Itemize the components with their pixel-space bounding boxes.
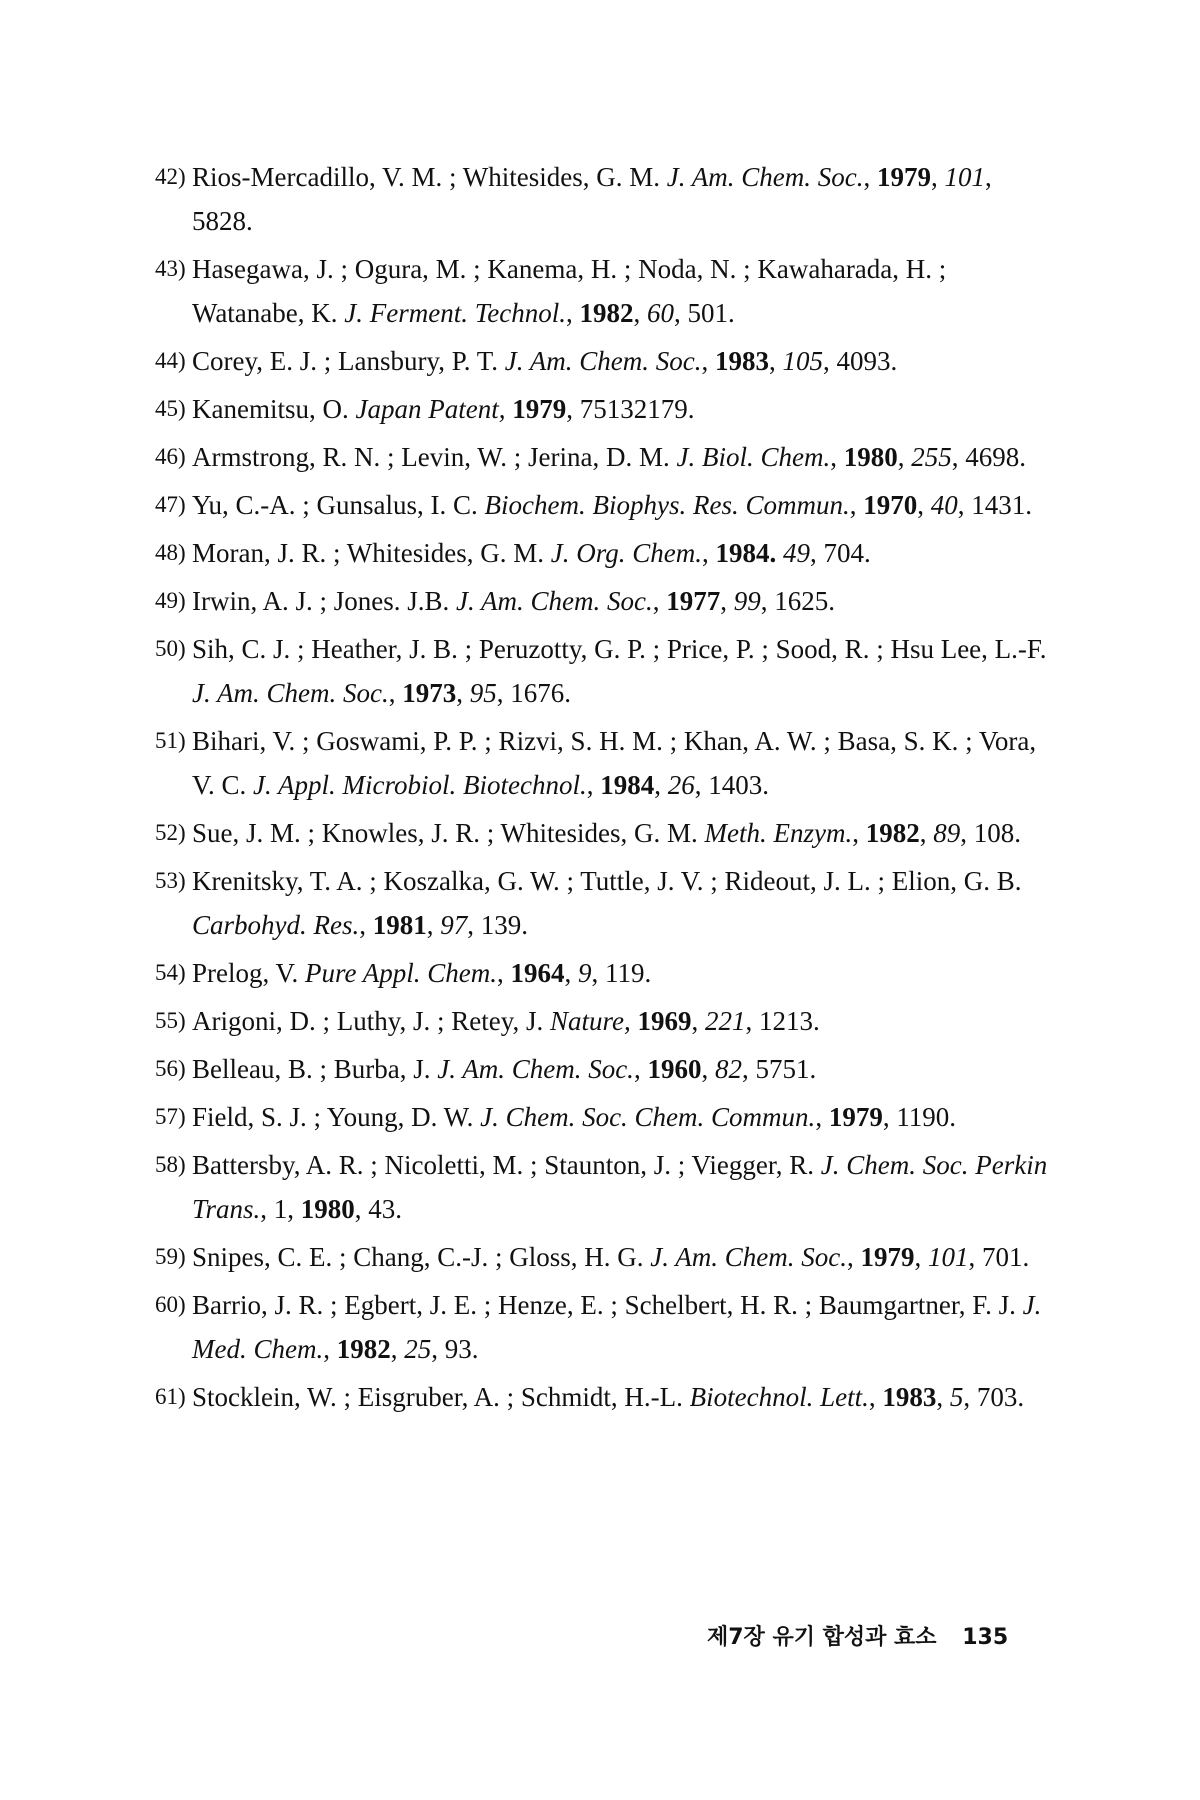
reference-volume: 26	[667, 770, 695, 800]
reference-year: 1984.	[715, 538, 777, 568]
reference-authors: Hasegawa, J. ; Ogura, M. ; Kanema, H. ; Noda, N. ; Kawaharada, H. ; Watanabe, K.	[192, 254, 947, 328]
reference-part: 1	[273, 1194, 288, 1224]
reference-year: 1979	[512, 394, 567, 424]
reference-pages: 1190.	[896, 1102, 957, 1132]
reference-authors: Field, S. J. ; Young, D. W.	[192, 1102, 481, 1132]
reference-number: 60)	[155, 1292, 186, 1317]
reference-pages: 501.	[687, 298, 735, 328]
reference-item: 57) Field, S. J. ; Young, D. W. J. Chem. Soc. Chem. Commun., 1979, 1190.	[155, 1095, 1050, 1139]
reference-volume: 101	[928, 1242, 969, 1272]
reference-year: 1982	[865, 818, 920, 848]
reference-authors: Yu, C.-A. ; Gunsalus, I. C.	[192, 490, 485, 520]
reference-item: 58) Battersby, A. R. ; Nicoletti, M. ; Staunton, J. ; Viegger, R. J. Chem. Soc. Perkin Trans., 1, 1980, 43.	[155, 1143, 1050, 1231]
page-footer	[707, 1620, 1008, 1651]
reference-year: 1960	[647, 1054, 702, 1084]
reference-authors: Belleau, B. ; Burba, J.	[192, 1054, 438, 1084]
reference-volume: 255	[911, 442, 952, 472]
reference-authors: Sue, J. M. ; Knowles, J. R. ; Whitesides, G. M.	[192, 818, 705, 848]
reference-authors: Irwin, A. J. ; Jones. J.B.	[192, 586, 457, 616]
reference-journal: J. Chem. Soc. Chem. Commun.	[480, 1102, 816, 1132]
reference-number: 42)	[155, 164, 186, 189]
reference-item: 53) Krenitsky, T. A. ; Koszalka, G. W. ; Tuttle, J. V. ; Rideout, J. L. ; Elion, G. B. Carbohyd. Res., 1981, 97, 139.	[155, 859, 1050, 947]
reference-item: 50) Sih, C. J. ; Heather, J. B. ; Peruzotty, G. P. ; Price, P. ; Sood, R. ; Hsu Lee, L.-F. J. Am. Chem. Soc., 1973, 95, 1676.	[155, 627, 1050, 715]
reference-authors: Armstrong, R. N. ; Levin, W. ; Jerina, D. M.	[192, 442, 677, 472]
reference-number: 56)	[155, 1056, 186, 1081]
reference-volume: 101	[944, 162, 985, 192]
reference-pages: 1403.	[708, 770, 769, 800]
reference-number: 59)	[155, 1244, 186, 1269]
reference-journal: J. Chem. Soc. Perkin Trans.	[192, 1150, 1048, 1224]
reference-authors: Sih, C. J. ; Heather, J. B. ; Peruzotty, G. P. ; Price, P. ; Sood, R. ; Hsu Lee, L.-F.	[192, 634, 1047, 664]
reference-volume: 60	[646, 298, 674, 328]
reference-year: 1980	[843, 442, 898, 472]
reference-volume: 105	[782, 346, 823, 376]
reference-authors: Prelog, V.	[192, 958, 306, 988]
reference-authors: Snipes, C. E. ; Chang, C.-J. ; Gloss, H. G.	[192, 1242, 651, 1272]
reference-year: 1984	[600, 770, 655, 800]
reference-item: 51) Bihari, V. ; Goswami, P. P. ; Rizvi, S. H. M. ; Khan, A. W. ; Basa, S. K. ; Vora, V. C. J. Appl. Microbiol. Biotechnol., 1984, 26, 1403.	[155, 719, 1050, 807]
reference-item: 60) Barrio, J. R. ; Egbert, J. E. ; Henze, E. ; Schelbert, H. R. ; Baumgartner, F. J. J. Med. Chem., 1982, 25, 93.	[155, 1283, 1050, 1371]
reference-journal: J. Med. Chem.	[192, 1290, 1042, 1364]
reference-year: 1979	[860, 1242, 915, 1272]
reference-journal: Biochem. Biophys. Res. Commun.	[484, 490, 850, 520]
reference-journal: J. Am. Chem. Soc.	[650, 1242, 847, 1272]
reference-volume: 5	[949, 1382, 964, 1412]
reference-year: 1980	[300, 1194, 355, 1224]
reference-list	[155, 155, 1050, 1423]
reference-item: 43) Hasegawa, J. ; Ogura, M. ; Kanema, H. ; Noda, N. ; Kawaharada, H. ; Watanabe, K. J. Ferment. Technol., 1982, 60, 501.	[155, 247, 1050, 335]
reference-pages: 5751.	[755, 1054, 817, 1084]
reference-authors: Corey, E. J. ; Lansbury, P. T.	[192, 346, 505, 376]
reference-year: 1977	[666, 586, 721, 616]
reference-year: 1982	[579, 298, 634, 328]
reference-volume: 25	[404, 1334, 432, 1364]
reference-number: 51)	[155, 728, 186, 753]
reference-pages: 108.	[973, 818, 1021, 848]
reference-volume: 97	[440, 910, 468, 940]
reference-item: 49) Irwin, A. J. ; Jones. J.B. J. Am. Chem. Soc., 1977, 99, 1625.	[155, 579, 1050, 623]
reference-journal: J. Am. Chem. Soc.	[666, 162, 864, 192]
reference-authors: Barrio, J. R. ; Egbert, J. E. ; Henze, E. ; Schelbert, H. R. ; Baumgartner, F. J.	[192, 1290, 1023, 1320]
reference-pages: 4093.	[836, 346, 898, 376]
reference-item: 52) Sue, J. M. ; Knowles, J. R. ; Whitesides, G. M. Meth. Enzym., 1982, 89, 108.	[155, 811, 1050, 855]
reference-pages: 75132179.	[579, 394, 695, 424]
reference-item: 54) Prelog, V. Pure Appl. Chem., 1964, 9, 119.	[155, 951, 1050, 995]
reference-number: 44)	[155, 348, 186, 373]
reference-year: 1979	[876, 162, 931, 192]
reference-pages: 1676.	[510, 678, 571, 708]
reference-authors: Rios-Mercadillo, V. M. ; Whitesides, G. M.	[192, 162, 667, 192]
reference-item: 59) Snipes, C. E. ; Chang, C.-J. ; Gloss, H. G. J. Am. Chem. Soc., 1979, 101, 701.	[155, 1235, 1050, 1279]
reference-year: 1983	[714, 346, 769, 376]
reference-pages: 1213.	[758, 1006, 820, 1036]
reference-number: 49)	[155, 588, 186, 613]
reference-volume: 82	[714, 1054, 742, 1084]
reference-number: 57)	[155, 1104, 186, 1129]
reference-volume: 40	[930, 490, 958, 520]
reference-item: 48) Moran, J. R. ; Whitesides, G. M. J. Org. Chem., 1984. 49, 704.	[155, 531, 1050, 575]
reference-journal: J. Am. Chem. Soc.	[437, 1054, 634, 1084]
reference-item: 55) Arigoni, D. ; Luthy, J. ; Retey, J. Nature, 1969, 221, 1213.	[155, 999, 1050, 1043]
reference-journal: J. Am. Chem. Soc.	[192, 678, 389, 708]
reference-item: 46) Armstrong, R. N. ; Levin, W. ; Jerina, D. M. J. Biol. Chem., 1980, 255, 4698.	[155, 435, 1050, 479]
reference-number: 43)	[155, 256, 186, 281]
reference-volume: 221	[704, 1006, 746, 1036]
reference-number: 45)	[155, 396, 186, 421]
reference-year: 1973	[402, 678, 457, 708]
reference-authors: Krenitsky, T. A. ; Koszalka, G. W. ; Tuttle, J. V. ; Rideout, J. L. ; Elion, G. B.	[192, 866, 1022, 896]
reference-authors: Kanemitsu, O.	[192, 394, 356, 424]
reference-authors: Arigoni, D. ; Luthy, J. ; Retey, J.	[192, 1006, 550, 1036]
reference-number: 61)	[155, 1384, 186, 1409]
chapter-title: 제7장 유기 합성과 효소	[707, 1625, 937, 1650]
reference-journal: J. Ferment. Technol.	[344, 298, 566, 328]
page-number: 135	[962, 1625, 1009, 1650]
reference-number: 46)	[155, 444, 186, 469]
reference-year: 1970	[863, 490, 918, 520]
reference-item: 61) Stocklein, W. ; Eisgruber, A. ; Schmidt, H.-L. Biotechnol. Lett., 1983, 5, 703.	[155, 1375, 1050, 1419]
reference-year: 1983	[882, 1382, 937, 1412]
reference-number: 58)	[155, 1152, 186, 1177]
reference-year: 1964	[510, 958, 565, 988]
reference-authors: Moran, J. R. ; Whitesides, G. M.	[192, 538, 551, 568]
reference-item: 56) Belleau, B. ; Burba, J. J. Am. Chem. Soc., 1960, 82, 5751.	[155, 1047, 1050, 1091]
reference-year: 1979	[828, 1102, 883, 1132]
reference-item: 45) Kanemitsu, O. Japan Patent, 1979, 75132179.	[155, 387, 1050, 431]
reference-number: 48)	[155, 540, 186, 565]
reference-volume: 89	[933, 818, 961, 848]
reference-year: 1981	[372, 910, 427, 940]
reference-number: 52)	[155, 820, 186, 845]
reference-journal: Japan Patent,	[355, 394, 506, 424]
reference-authors: Battersby, A. R. ; Nicoletti, M. ; Staunton, J. ; Viegger, R.	[192, 1150, 821, 1180]
reference-item: 42) Rios-Mercadillo, V. M. ; Whitesides, G. M. J. Am. Chem. Soc., 1979, 101, 5828.	[155, 155, 1050, 243]
reference-pages: 139.	[480, 910, 528, 940]
reference-pages: 4698.	[965, 442, 1026, 472]
reference-year: 1982	[336, 1334, 391, 1364]
reference-pages: 1625.	[774, 586, 835, 616]
reference-journal: Biotechnol. Lett.	[689, 1382, 869, 1412]
reference-year: 1969	[637, 1006, 692, 1036]
reference-pages: 43.	[368, 1194, 403, 1224]
reference-pages: 119.	[605, 958, 652, 988]
reference-journal: Meth. Enzym.	[704, 818, 853, 848]
reference-volume: 49	[782, 538, 810, 568]
reference-journal: J. Org. Chem.	[550, 538, 702, 568]
reference-number: 50)	[155, 636, 186, 661]
reference-pages: 5828.	[192, 206, 253, 236]
reference-journal: J. Am. Chem. Soc.	[456, 586, 653, 616]
reference-journal: Nature,	[549, 1006, 631, 1036]
reference-authors: Bihari, V. ; Goswami, P. P. ; Rizvi, S. H. M. ; Khan, A. W. ; Basa, S. K. ; Vora, V. C.	[192, 726, 1037, 800]
reference-item: 44) Corey, E. J. ; Lansbury, P. T. J. Am. Chem. Soc., 1983, 105, 4093.	[155, 339, 1050, 383]
reference-pages: 701.	[982, 1242, 1030, 1272]
reference-journal: J. Am. Chem. Soc.	[504, 346, 702, 376]
reference-item: 47) Yu, C.-A. ; Gunsalus, I. C. Biochem. Biophys. Res. Commun., 1970, 40, 1431.	[155, 483, 1050, 527]
reference-pages: 1431.	[971, 490, 1032, 520]
reference-pages: 704.	[823, 538, 871, 568]
reference-journal: Pure Appl. Chem.	[305, 958, 498, 988]
reference-journal: Carbohyd. Res.	[192, 910, 360, 940]
reference-volume: 99	[733, 586, 761, 616]
reference-number: 55)	[155, 1008, 186, 1033]
reference-journal: J. Biol. Chem.	[676, 442, 831, 472]
reference-volume: 95	[469, 678, 497, 708]
reference-journal: J. Appl. Microbiol. Biotechnol.	[253, 770, 587, 800]
reference-volume: 9	[578, 958, 592, 988]
reference-authors: Stocklein, W. ; Eisgruber, A. ; Schmidt, H.-L.	[192, 1382, 690, 1412]
reference-number: 53)	[155, 868, 186, 893]
reference-number: 47)	[155, 492, 186, 517]
reference-pages: 703.	[976, 1382, 1025, 1412]
reference-pages: 93.	[444, 1334, 479, 1364]
reference-number: 54)	[155, 960, 186, 985]
